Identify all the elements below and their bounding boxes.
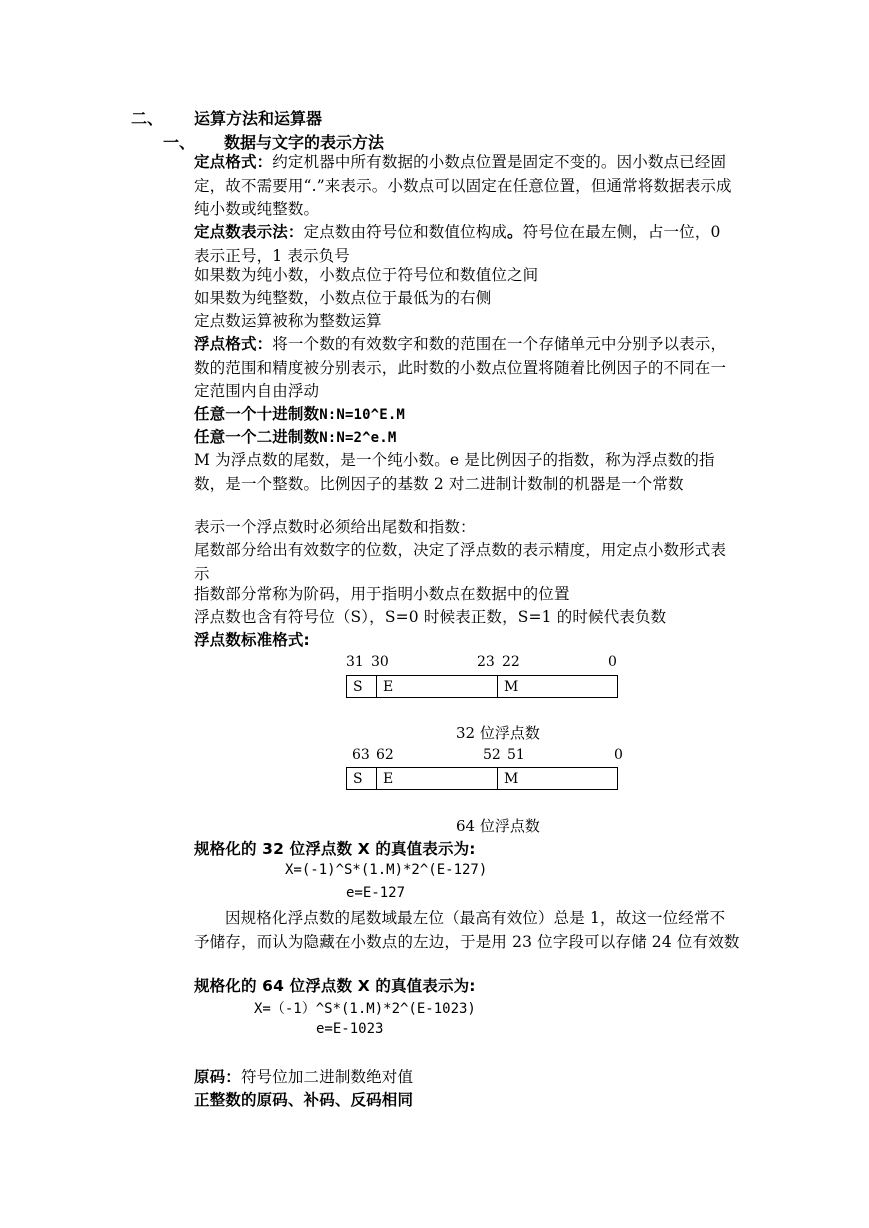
true-code-line <box>194 1066 740 1090</box>
bit-label: 51 <box>507 747 525 763</box>
pure-integer-line: 如果数为纯整数，小数点位于最低为的右侧 <box>194 289 492 307</box>
fixed-repr-label: 定点数表示法： <box>194 223 304 241</box>
norm32-formula: X=(-1)^S*(1.M)*2^(E-127) <box>285 862 488 878</box>
bit-label: 63 <box>352 747 370 763</box>
mantissa-part-paragraph: 尾数部分给出有效数字的位数，决定了浮点数的表示精度，用定点小数形式表示 <box>194 541 727 583</box>
fixed-format-label: 定点格式： <box>194 153 273 171</box>
float-format-label: 浮点格式： <box>194 335 273 353</box>
decimal-number-line <box>194 403 740 428</box>
float64-table <box>346 767 618 790</box>
exponent-cell: E <box>377 676 498 698</box>
fixed-repr-period: 。 <box>507 223 523 241</box>
decimal-label: 任意一个十进制数 <box>194 405 320 423</box>
heading-1-title: 数据与文字的表示方法 <box>224 133 385 152</box>
integer-op-line: 定点数运算被称为整数运算 <box>194 312 382 330</box>
bit-label: 0 <box>614 747 623 763</box>
float-format-text: 将一个数的有效数字和数的范围在一个存储单元中分别予以表示，数的范围和精度被分别表示，此时数的小数点位置将随着比例因子的不同在一定范围内自由浮动 <box>194 335 727 400</box>
sign-cell: S <box>347 768 377 790</box>
mantissa-paragraph: M 为浮点数的尾数，是一个纯小数。e 是比例因子的指数，称为浮点数的指数，是一个整数。比例因子的基数 2 对二进制计数制的机器是一个常数 <box>194 451 715 493</box>
norm32-label: 规格化的 32 位浮点数 X 的真值表示为: <box>194 840 476 858</box>
binary-formula: N:N=2^e.M <box>319 430 397 446</box>
decimal-formula: N:N=10^E.M <box>319 407 405 423</box>
bit-label: 0 <box>608 654 617 670</box>
binary-label: 任意一个二进制数 <box>194 428 320 446</box>
sign-bit-line: 浮点数也含有符号位（S），S=0 时候表正数，S=1 的时候代表负数 <box>194 608 667 626</box>
float-format-paragraph <box>194 333 740 404</box>
float32-table <box>346 675 618 698</box>
exponent-part-line: 指数部分常称为阶码，用于指明小数点在数据中的位置 <box>194 585 570 603</box>
norm64-exponent: e=E-1023 <box>316 1021 384 1037</box>
float32-caption: 32 位浮点数 <box>456 724 540 742</box>
mantissa-cell: M <box>498 768 618 790</box>
bit-label: 52 <box>483 747 501 763</box>
binary-number-line <box>194 426 740 451</box>
hidden-bit-paragraph: 因规格化浮点数的尾数域最左位（最高有效位）总是 1，故这一位经常不予储存，而认为隐藏在小数点的左边，于是用 23 位字段可以存储 24 位有效数 <box>194 909 740 951</box>
norm32-exponent: e=E-127 <box>346 885 406 901</box>
heading-2-title: 运算方法和运算器 <box>194 109 323 128</box>
true-code-label: 原码： <box>194 1068 241 1086</box>
must-give-line: 表示一个浮点数时必须给出尾数和指数： <box>194 518 476 536</box>
positive-int-line: 正整数的原码、补码、反码相同 <box>194 1091 414 1109</box>
true-code-text: 符号位加二进制数绝对值 <box>240 1068 414 1086</box>
norm64-label: 规格化的 64 位浮点数 X 的真值表示为: <box>194 977 476 995</box>
pure-fraction-line: 如果数为纯小数，小数点位于符号位和数值位之间 <box>194 266 539 284</box>
mantissa-cell: M <box>498 676 618 698</box>
norm64-formula: X=（-1）^S*(1.M)*2^(E-1023) <box>254 1001 476 1017</box>
fixed-repr-text3: 符号位在最左侧，占一位，0 表示正号，1 表示负号 <box>194 223 721 265</box>
bit-label: 23 <box>477 654 495 670</box>
fixed-repr-text1: 定点数由符号位和数值位构成 <box>303 223 508 241</box>
float64-caption: 64 位浮点数 <box>456 817 540 835</box>
fixed-format-paragraph <box>194 151 740 222</box>
heading-2-number: 二、 <box>131 109 164 128</box>
bit-label: 62 <box>376 747 394 763</box>
std-format-label: 浮点数标准格式: <box>194 631 310 649</box>
heading-1-number: 一、 <box>163 133 196 152</box>
bit-label: 31 <box>346 654 364 670</box>
fixed-repr-paragraph <box>194 221 740 268</box>
bit-label: 30 <box>371 654 389 670</box>
fixed-format-text: 约定机器中所有数据的小数点位置是固定不变的。因小数点已经固定，故不需要用“.”来表示。小数点可以固定在任意位置，但通常将数据表示成纯小数或纯整数。 <box>194 153 732 218</box>
bit-label: 22 <box>502 654 520 670</box>
sign-cell: S <box>347 676 377 698</box>
exponent-cell: E <box>377 768 498 790</box>
